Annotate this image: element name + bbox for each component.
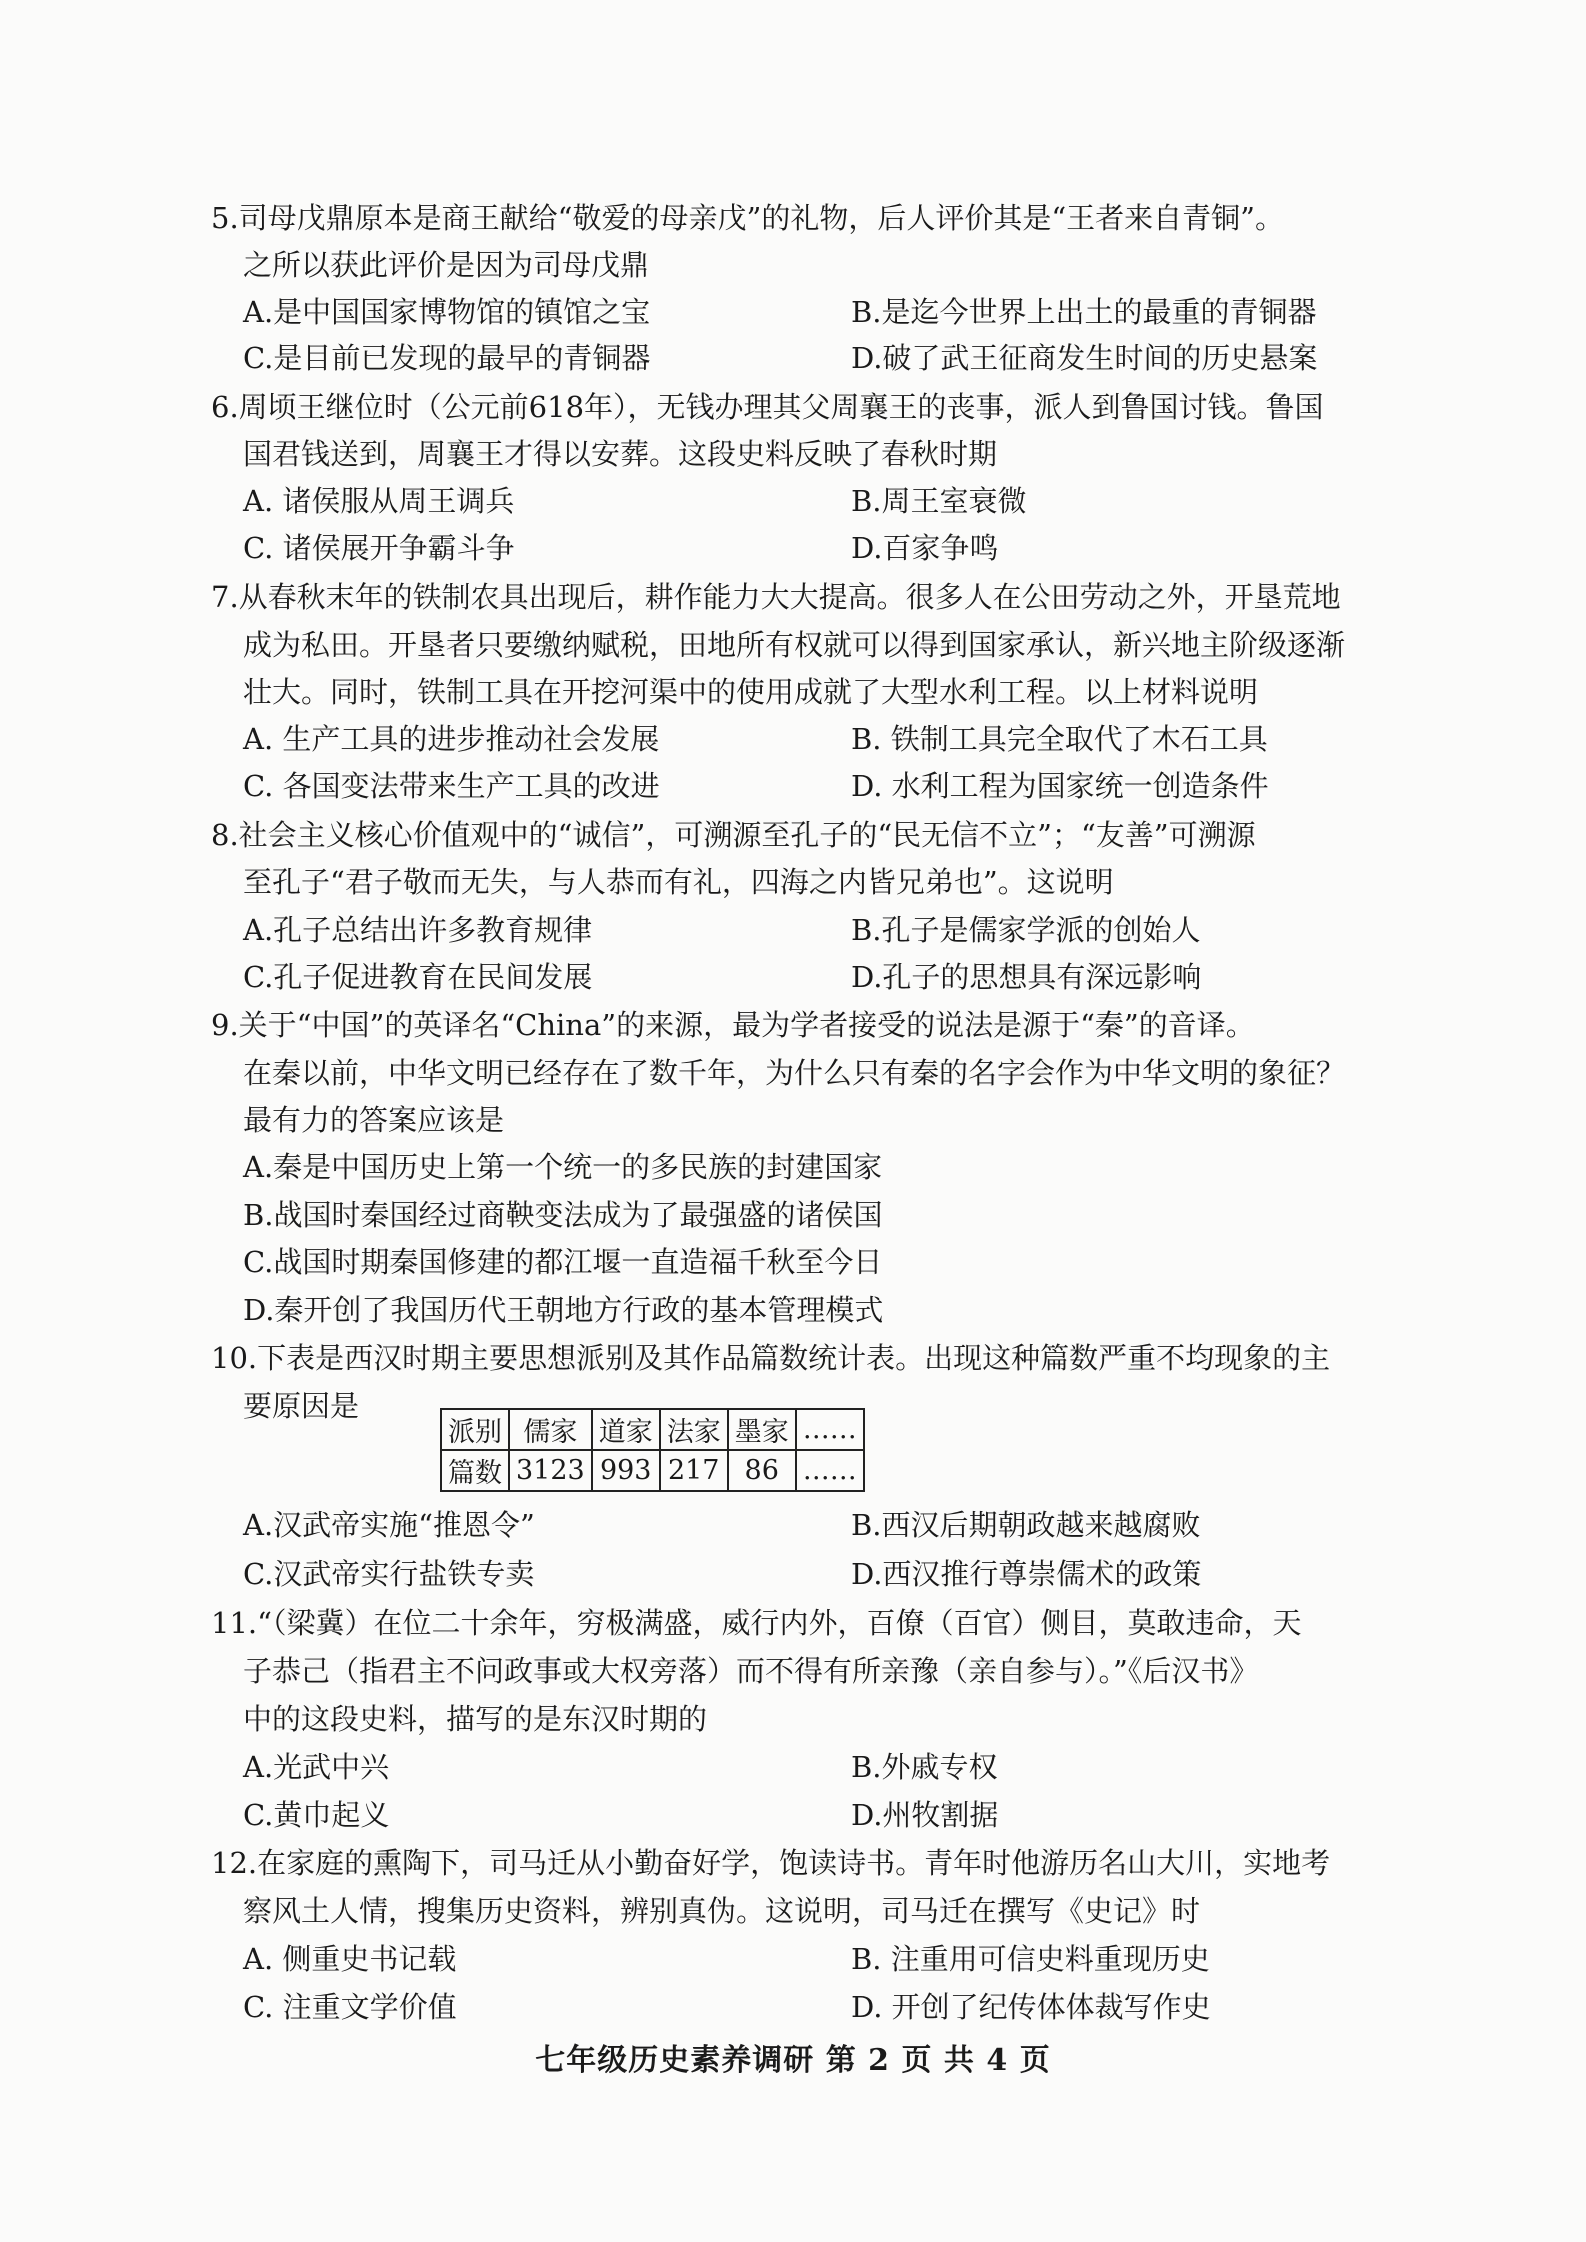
table-cell: 道家 [592, 1409, 660, 1450]
question-11-option-a: A.光武中兴 [243, 1750, 390, 1784]
question-8-stem-line-2: 至孔子“君子敬而无失，与人恭而有礼，四海之内皆兄弟也”。这说明 [243, 865, 1114, 899]
table-row [441, 1450, 864, 1491]
question-5-option-b: B.是迄今世界上出土的最重的青铜器 [851, 295, 1317, 329]
question-12-option-d: D. 开创了纪传体体裁写作史 [851, 1990, 1211, 2024]
question-8-option-b: B.孔子是儒家学派的创始人 [851, 913, 1201, 947]
question-7-option-c: C. 各国变法带来生产工具的改进 [243, 769, 660, 803]
table-cell: …… [796, 1450, 864, 1491]
question-9-option-b: B.战国时秦国经过商鞅变法成为了最强盛的诸侯国 [243, 1198, 883, 1232]
question-12-option-b: B. 注重用可信史料重现历史 [851, 1942, 1210, 1976]
question-7-stem-line-2: 成为私田。开垦者只要缴纳赋税，田地所有权就可以得到国家承认，新兴地主阶级逐渐 [243, 628, 1346, 662]
question-12-stem-line-1: 12.在家庭的熏陶下，司马迁从小勤奋好学，饱读诗书。青年时他游历名山大川，实地考 [211, 1846, 1331, 1880]
question-12-stem-line-2: 察风土人情，搜集历史资料，辨别真伪。这说明，司马迁在撰写《史记》时 [243, 1894, 1201, 1928]
table-cell: 217 [660, 1450, 728, 1491]
question-12-option-a: A. 侧重史书记载 [243, 1942, 457, 1976]
question-10-option-c: C.汉武帝实行盐铁专卖 [243, 1557, 535, 1591]
table-cell: 儒家 [509, 1409, 592, 1450]
table-cell: 墨家 [728, 1409, 796, 1450]
question-12-option-c: C. 注重文学价值 [243, 1990, 457, 2024]
question-11-option-b: B.外戚专权 [851, 1750, 998, 1784]
question-9-stem-line-3: 最有力的答案应该是 [243, 1103, 505, 1137]
question-9-stem-line-2: 在秦以前，中华文明已经存在了数千年，为什么只有秦的名字会作为中华文明的象征？ [243, 1056, 1346, 1090]
table-cell: 86 [728, 1450, 796, 1491]
question-5-option-d: D.破了武王征商发生时间的历史悬案 [851, 341, 1318, 375]
question-7-stem-line-3: 壮大。同时，铁制工具在开挖河渠中的使用成就了大型水利工程。以上材料说明 [243, 675, 1259, 709]
question-10-stem-line-2: 要原因是 [243, 1389, 360, 1423]
question-8-option-d: D.孔子的思想具有深远影响 [851, 960, 1202, 994]
question-8-option-a: A.孔子总结出许多教育规律 [243, 913, 593, 947]
table-cell: 篇数 [441, 1450, 509, 1491]
question-5-stem-line-1: 5.司母戊鼎原本是商王献给“敬爱的母亲戊”的礼物，后人评价其是“王者来自青铜”。 [211, 201, 1284, 235]
question-6-stem-line-1: 6.周顷王继位时（公元前618年），无钱办理其父周襄王的丧事，派人到鲁国讨钱。鲁国 [211, 390, 1324, 424]
table-cell: 派别 [441, 1409, 509, 1450]
question-10-option-d: D.西汉推行尊崇儒术的政策 [851, 1557, 1202, 1591]
question-11-stem-line-2: 子恭己（指君主不问政事或大权旁落）而不得有所亲豫（亲自参与）。”《后汉书》 [243, 1654, 1259, 1688]
table-cell: …… [796, 1409, 864, 1450]
question-6-option-d: D.百家争鸣 [851, 531, 999, 565]
question-8-option-c: C.孔子促进教育在民间发展 [243, 960, 593, 994]
question-10-stem-line-1: 10.下表是西汉时期主要思想派别及其作品篇数统计表。出现这种篇数严重不均现象的主 [211, 1341, 1331, 1375]
question-5-option-c: C.是目前已发现的最早的青铜器 [243, 341, 651, 375]
question-6-stem-line-2: 国君钱送到，周襄王才得以安葬。这段史料反映了春秋时期 [243, 437, 998, 471]
question-7-option-b: B. 铁制工具完全取代了木石工具 [851, 722, 1268, 756]
question-5-stem-line-2: 之所以获此评价是因为司母戊鼎 [243, 248, 650, 282]
question-11-option-c: C.黄巾起义 [243, 1798, 390, 1832]
table-cell: 法家 [660, 1409, 728, 1450]
question-11-stem-line-3: 中的这段史料，描写的是东汉时期的 [243, 1702, 708, 1736]
question-6-option-c: C. 诸侯展开争霸斗争 [243, 531, 515, 565]
question-9-stem-line-1: 9.关于“中国”的英译名“China”的来源，最为学者接受的说法是源于“秦”的音译。 [211, 1008, 1255, 1042]
question-7-stem-line-1: 7.从春秋末年的铁制农具出现后，耕作能力大大提高。很多人在公田劳动之外，开垦荒地 [211, 580, 1341, 614]
table-cell: 993 [592, 1450, 660, 1491]
question-11-option-d: D.州牧割据 [851, 1798, 999, 1832]
question-10-option-b: B.西汉后期朝政越来越腐败 [851, 1508, 1201, 1542]
question-6-option-b: B.周王室衰微 [851, 484, 1027, 518]
question-10-option-a: A.汉武帝实施“推恩令” [243, 1508, 535, 1542]
question-9-option-c: C.战国时期秦国修建的都江堰一直造福千秋至今日 [243, 1245, 883, 1279]
school-works-table [440, 1408, 865, 1492]
question-7-option-a: A. 生产工具的进步推动社会发展 [243, 722, 660, 756]
question-5-option-a: A.是中国国家博物馆的镇馆之宝 [243, 295, 651, 329]
question-9-option-d: D.秦开创了我国历代王朝地方行政的基本管理模式 [243, 1293, 884, 1327]
question-11-stem-line-1: 11.“（梁冀）在位二十余年，穷极满盛，威行内外，百僚（百官）侧目，莫敢违命，天 [211, 1606, 1302, 1640]
question-7-option-d: D. 水利工程为国家统一创造条件 [851, 769, 1269, 803]
question-8-stem-line-1: 8.社会主义核心价值观中的“诚信”，可溯源至孔子的“民无信不立”；“友善”可溯源 [211, 818, 1256, 852]
question-9-option-a: A.秦是中国历史上第一个统一的多民族的封建国家 [243, 1150, 883, 1184]
table-cell: 3123 [509, 1450, 592, 1491]
table-header-row [441, 1409, 864, 1450]
page-footer: 七年级历史素养调研 第 2 页 共 4 页 [535, 2043, 1051, 2078]
question-6-option-a: A. 诸侯服从周王调兵 [243, 484, 515, 518]
